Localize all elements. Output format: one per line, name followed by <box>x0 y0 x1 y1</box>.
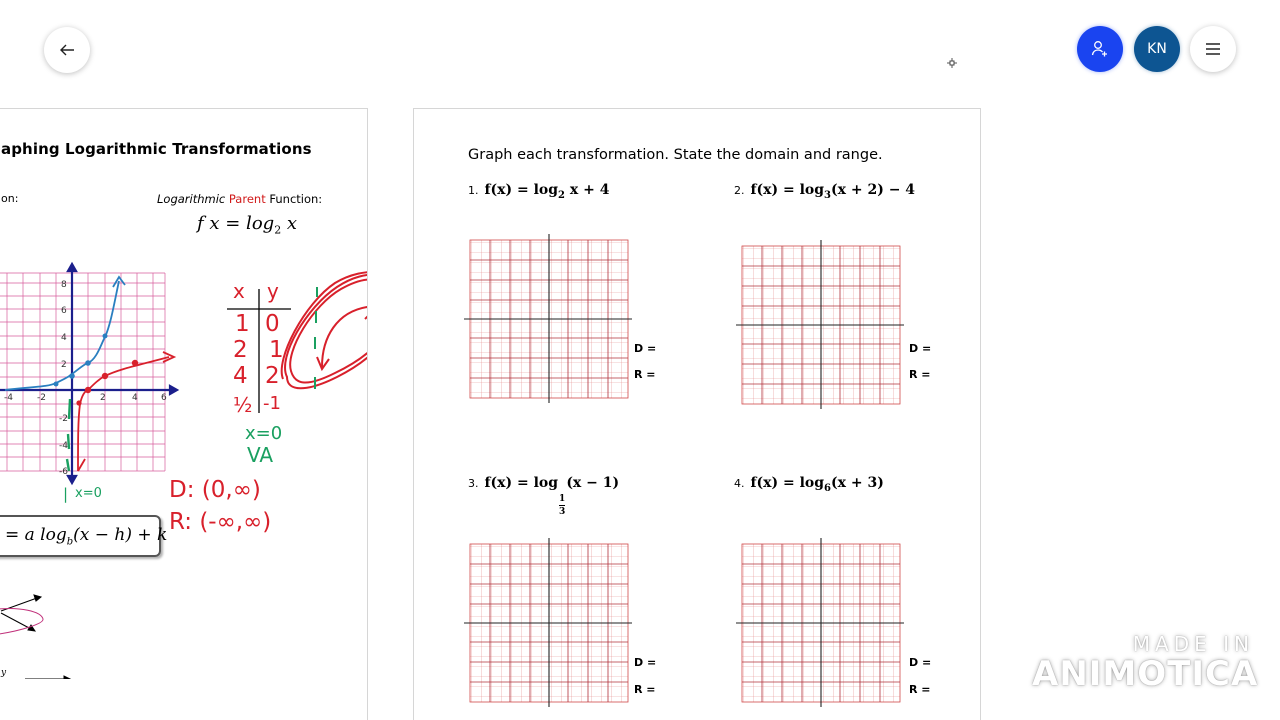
animotica-watermark: MADE IN ANIMOTICA <box>1032 632 1259 694</box>
svg-text:2: 2 <box>100 393 106 403</box>
add-person-icon <box>1090 39 1110 59</box>
add-user-button[interactable] <box>1077 26 1123 72</box>
graph-grid-3[interactable] <box>462 537 634 713</box>
domain-answer: D: (0,∞) <box>169 477 261 503</box>
table-cell: 1 <box>269 337 284 363</box>
general-form-equation: = a $\log_b(x - h) + k$ <box>0 515 161 557</box>
arrow-left-icon <box>58 41 76 59</box>
table-cell: 2 <box>265 363 280 389</box>
range-label-3: R = <box>634 683 656 696</box>
instructions-text: Graph each transformation. State the domain and range. <box>468 147 883 163</box>
va-note-equation: x=0 <box>245 423 283 444</box>
svg-text:-2: -2 <box>37 393 46 403</box>
domain-label-2: D = <box>909 342 932 355</box>
domain-label-1: D = <box>634 342 657 355</box>
user-avatar-button[interactable] <box>1134 26 1180 72</box>
menu-button[interactable] <box>1190 26 1236 72</box>
parent-function-graph <box>0 259 189 509</box>
table-cell: 2 <box>233 337 248 363</box>
graph-grid-1[interactable] <box>462 233 634 407</box>
transformation-arrows <box>0 579 89 679</box>
notes-page <box>0 108 368 720</box>
range-label-4: R = <box>909 683 931 696</box>
range-label-1: R = <box>634 368 656 381</box>
back-button[interactable] <box>44 27 90 73</box>
svg-text:-4: -4 <box>4 393 13 403</box>
problem-2: 2. $f(x) = \log_3(x + 2) - 4$ <box>734 182 916 201</box>
parent-function-label: Logarithmic Parent Function: <box>157 192 323 206</box>
hamburger-menu-icon <box>1204 42 1222 56</box>
table-cell: 1 <box>235 311 250 337</box>
parent-function-equation: f $x = \log_2 x$ <box>197 213 298 237</box>
table-cell: -1 <box>263 393 281 414</box>
domain-label-4: D = <box>909 656 932 669</box>
svg-text:6: 6 <box>161 393 167 403</box>
range-label-2: R = <box>909 368 931 381</box>
graph-grid-4[interactable] <box>734 537 906 713</box>
svg-text:|: | <box>63 485 69 503</box>
table-header-x: x <box>233 279 245 303</box>
svg-text:4: 4 <box>61 333 67 343</box>
table-cell: ½ <box>233 393 253 417</box>
worksheet-page <box>413 108 981 720</box>
range-answer: R: (-∞,∞) <box>169 509 272 535</box>
svg-text:x=0: x=0 <box>75 486 102 501</box>
svg-text:2: 2 <box>61 360 67 370</box>
va-note-label: VA <box>247 443 274 467</box>
problem-4: 4. $f(x) = \log_6(x + 3)$ <box>734 475 884 494</box>
cursor-crosshair-icon <box>946 57 958 69</box>
cut-label: on: <box>1 192 19 205</box>
avatar-initials: KN <box>1147 41 1167 57</box>
svg-text:-6: -6 <box>59 467 68 477</box>
svg-text:8: 8 <box>61 280 67 290</box>
svg-text:y: y <box>1 668 7 678</box>
circled-annotation <box>277 267 368 407</box>
table-cell: 4 <box>233 363 248 389</box>
svg-text:-4: -4 <box>59 441 68 451</box>
svg-text:-2: -2 <box>59 414 68 424</box>
page-title: aphing Logarithmic Transformations <box>1 140 312 158</box>
svg-text:4: 4 <box>132 393 138 403</box>
graph-grid-2[interactable] <box>734 239 906 415</box>
problem-1: 1. $f(x) = \log_2 x + 4$ <box>468 182 610 201</box>
problem-3: 3. f(x) = log $\frac{1}{3}$ (x − 1) <box>468 475 620 517</box>
domain-label-3: D = <box>634 656 657 669</box>
svg-text:6: 6 <box>61 306 67 316</box>
table-cell: 0 <box>265 311 280 337</box>
table-header-y: y <box>267 279 279 303</box>
